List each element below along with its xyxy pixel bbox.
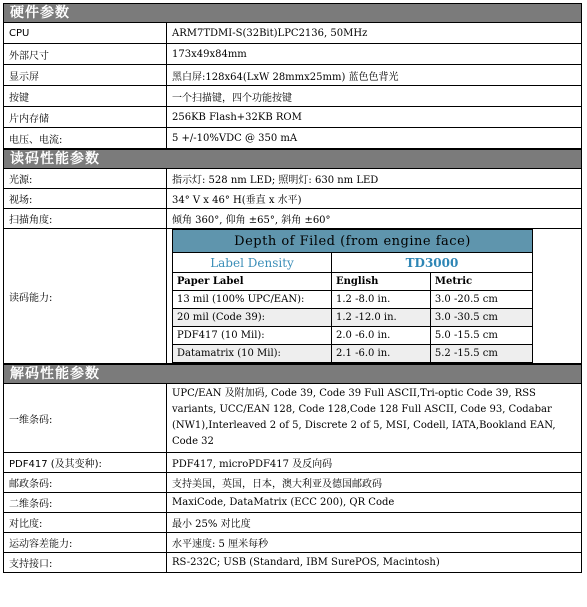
spec-value: 最小 25% 对比度 [167,513,582,533]
dof-cell-metric: 5.2 -15.5 cm [430,345,532,363]
spec-sheet [3,3,582,573]
spec-value: 173x49x84mm [167,44,582,65]
spec-key: 读码能力: [4,229,167,364]
table-row [4,128,582,149]
spec-key: 支持接口: [4,553,167,573]
dof-cell-label: Datamatrix (10 Mil): [173,345,332,363]
table-row [4,189,582,209]
table-row [4,169,582,189]
table-row [4,473,582,493]
section-header-read: 读码性能参数 [3,149,582,168]
spec-value: 34° V x 46° H(垂直 x 水平) [167,189,582,209]
dof-cell-english: 2.0 -6.0 in. [332,327,431,345]
spec-key: 外部尺寸 [4,44,167,65]
table-row [4,23,582,44]
spec-value: 指示灯: 528 nm LED; 照明灯: 630 nm LED [167,169,582,189]
dof-row [173,345,533,363]
dof-row [173,291,533,309]
table-row [4,65,582,86]
decode-table [3,383,582,573]
spec-key: 运动容差能力: [4,533,167,553]
spec-key: 视场: [4,189,167,209]
dof-cell-english: 2.1 -6.0 in. [332,345,431,363]
table-row [4,86,582,107]
dof-row [173,309,533,327]
spec-value: 一个扫描键，四个功能按键 [167,86,582,107]
spec-value: MaxiCode, DataMatrix (ECC 200), QR Code [167,493,582,513]
dof-cell-label: 13 mil (100% UPC/EAN): [173,291,332,309]
spec-key: 二维条码: [4,493,167,513]
dof-cell-label: 20 mil (Code 39): [173,309,332,327]
section-header-hardware: 硬件参数 [3,3,582,22]
dof-cell-english: 1.2 -12.0 in. [332,309,431,327]
table-row [4,229,582,364]
depth-of-field-table [172,229,533,363]
dof-model: TD3000 [332,253,533,273]
dof-row [173,327,533,345]
table-row [4,44,582,65]
section-header-decode: 解码性能参数 [3,364,582,383]
spec-value: ARM7TDMI-S(32Bit)LPC2136, 50MHz [167,23,582,44]
dof-cell [167,229,582,364]
spec-key: 对比度: [4,513,167,533]
spec-key: 一维条码: [4,384,167,453]
spec-key: 邮政条码: [4,473,167,493]
spec-key: 扫描角度: [4,209,167,229]
table-row [4,533,582,553]
spec-value: 水平速度: 5 厘米每秒 [167,533,582,553]
dof-cell-label: PDF417 (10 Mil): [173,327,332,345]
dof-label-density: Label Density [173,253,332,273]
table-row [4,493,582,513]
spec-value: UPC/EAN 及附加码, Code 39, Code 39 Full ASCII,Tri-optic Code 39, RSS variants, UCC/EAN 128, Code 128,Code 128 Full ASCII, Code 93, Codabar (NW1),Interleaved 2 of 5, Discrete 2 of 5, MSI, Codell, IATA,Bookland EAN, Code 32 [167,384,582,453]
spec-value: PDF417, microPDF417 及反向码 [167,453,582,473]
dof-title: Depth of Filed (from engine face) [173,230,533,253]
table-row [4,209,582,229]
dof-cell-metric: 3.0 -20.5 cm [430,291,532,309]
spec-key: 显示屏 [4,65,167,86]
dof-header: Metric [430,273,532,291]
table-row [4,453,582,473]
spec-key: 电压、电流: [4,128,167,149]
spec-value: RS-232C; USB (Standard, IBM SurePOS, Macintosh) [167,553,582,573]
spec-value: 黑白屏:128x64(LxW 28mmx25mm) 蓝色色背光 [167,65,582,86]
hardware-table [3,22,582,149]
spec-value: 支持美国，英国，日本，澳大利亚及德国邮政码 [167,473,582,493]
table-row [4,553,582,573]
spec-value: 5 +/-10%VDC @ 350 mA [167,128,582,149]
read-table [3,168,582,364]
spec-key: PDF417 (及其变种): [4,453,167,473]
spec-key: CPU [4,23,167,44]
spec-value: 256KB Flash+32KB ROM [167,107,582,128]
table-row [4,384,582,453]
dof-header: Paper Label [173,273,332,291]
table-row [4,107,582,128]
dof-header: English [332,273,431,291]
table-row [4,513,582,533]
dof-cell-english: 1.2 -8.0 in. [332,291,431,309]
dof-cell-metric: 5.0 -15.5 cm [430,327,532,345]
spec-key: 按键 [4,86,167,107]
dof-cell-metric: 3.0 -30.5 cm [430,309,532,327]
spec-key: 片内存储 [4,107,167,128]
spec-value: 倾角 360°, 仰角 ±65°, 斜角 ±60° [167,209,582,229]
spec-key: 光源: [4,169,167,189]
